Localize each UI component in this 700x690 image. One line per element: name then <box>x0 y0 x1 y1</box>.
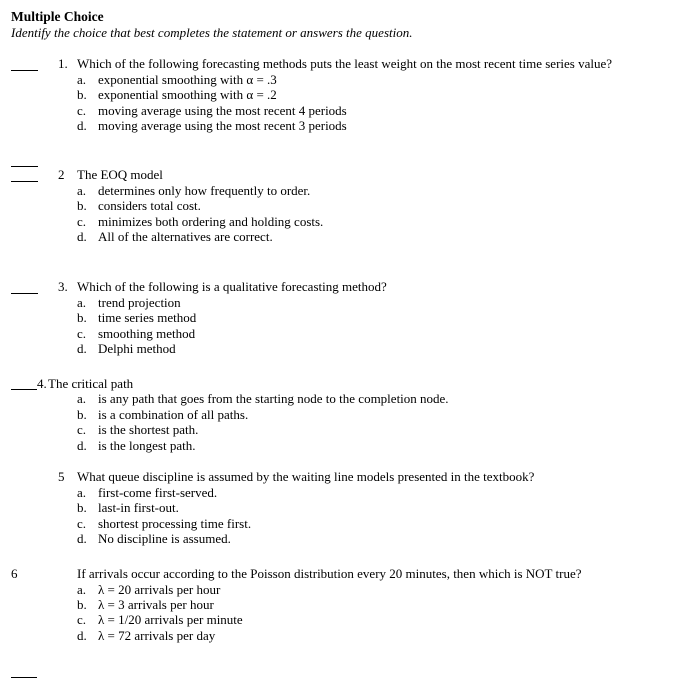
option-text: No discipline is assumed. <box>98 531 231 546</box>
option-text: moving average using the most recent 4 periods <box>98 103 347 118</box>
option-text: λ = 72 arrivals per day <box>98 628 216 643</box>
option-letter: c. <box>77 422 87 437</box>
option-text: exponential smoothing with α = .2 <box>98 87 277 102</box>
option-text: λ = 1/20 arrivals per minute <box>98 612 243 627</box>
question-number: 2 <box>58 167 65 182</box>
option-text: trend projection <box>98 295 181 310</box>
question-text: What queue discipline is assumed by the waiting line models presented in the textbook? <box>77 469 535 484</box>
option-text: smoothing method <box>98 326 196 341</box>
option-text: time series method <box>98 310 197 325</box>
option-text: first-come first-served. <box>98 485 218 500</box>
option-letter: c. <box>77 612 87 627</box>
option-letter: c. <box>77 103 87 118</box>
option-letter: d. <box>77 118 87 133</box>
option-text: determines only how frequently to order. <box>98 183 311 198</box>
option-text: λ = 20 arrivals per hour <box>98 582 221 597</box>
option-letter: d. <box>77 229 87 244</box>
answer-blank[interactable] <box>11 166 38 167</box>
question-number: 5 <box>58 469 65 484</box>
option-text: shortest processing time first. <box>98 516 252 531</box>
section-title: Multiple Choice <box>11 9 104 24</box>
option-text: All of the alternatives are correct. <box>98 229 273 244</box>
option-text: Delphi method <box>98 341 176 356</box>
option-letter: b. <box>77 407 87 422</box>
question-number: 3. <box>58 279 68 294</box>
option-letter: b. <box>77 500 87 515</box>
instructions: Identify the choice that best completes the statement or answers the question. <box>11 25 413 40</box>
answer-blank[interactable] <box>11 677 37 678</box>
option-text: moving average using the most recent 3 periods <box>98 118 347 133</box>
option-letter: b. <box>77 310 87 325</box>
option-letter: b. <box>77 87 87 102</box>
answer-blank[interactable] <box>11 293 38 294</box>
question-text: The critical path <box>48 376 134 391</box>
question-text: If arrivals occur according to the Poisson distribution every 20 minutes, then which is NOT true? <box>77 566 582 581</box>
option-letter: a. <box>77 183 87 198</box>
option-text: minimizes both ordering and holding costs. <box>98 214 324 229</box>
option-letter: a. <box>77 485 87 500</box>
question-text: Which of the following is a qualitative forecasting method? <box>77 279 387 294</box>
answer-blank[interactable] <box>11 70 38 71</box>
option-text: exponential smoothing with α = .3 <box>98 72 277 87</box>
option-text: is the shortest path. <box>98 422 199 437</box>
option-text: is any path that goes from the starting node to the completion node. <box>98 391 449 406</box>
question-text: Which of the following forecasting methods puts the least weight on the most recent time series value? <box>77 56 613 71</box>
question-number: 6 <box>11 566 18 581</box>
option-letter: d. <box>77 341 87 356</box>
option-letter: a. <box>77 295 87 310</box>
answer-blank[interactable] <box>11 389 37 390</box>
option-text: is a combination of all paths. <box>98 407 249 422</box>
option-letter: d. <box>77 531 87 546</box>
question-number: 4. <box>37 376 47 391</box>
option-letter: a. <box>77 72 87 87</box>
option-letter: c. <box>77 214 87 229</box>
answer-blank[interactable] <box>11 181 38 182</box>
option-letter: a. <box>77 582 87 597</box>
option-letter: d. <box>77 628 87 643</box>
option-letter: d. <box>77 438 87 453</box>
option-letter: c. <box>77 516 87 531</box>
question-text: The EOQ model <box>77 167 163 182</box>
option-letter: b. <box>77 198 87 213</box>
option-text: is the longest path. <box>98 438 196 453</box>
option-text: λ = 3 arrivals per hour <box>98 597 214 612</box>
option-letter: a. <box>77 391 87 406</box>
option-text: last-in first-out. <box>98 500 179 515</box>
question-number: 1. <box>58 56 68 71</box>
option-letter: c. <box>77 326 87 341</box>
option-text: considers total cost. <box>98 198 201 213</box>
option-letter: b. <box>77 597 87 612</box>
